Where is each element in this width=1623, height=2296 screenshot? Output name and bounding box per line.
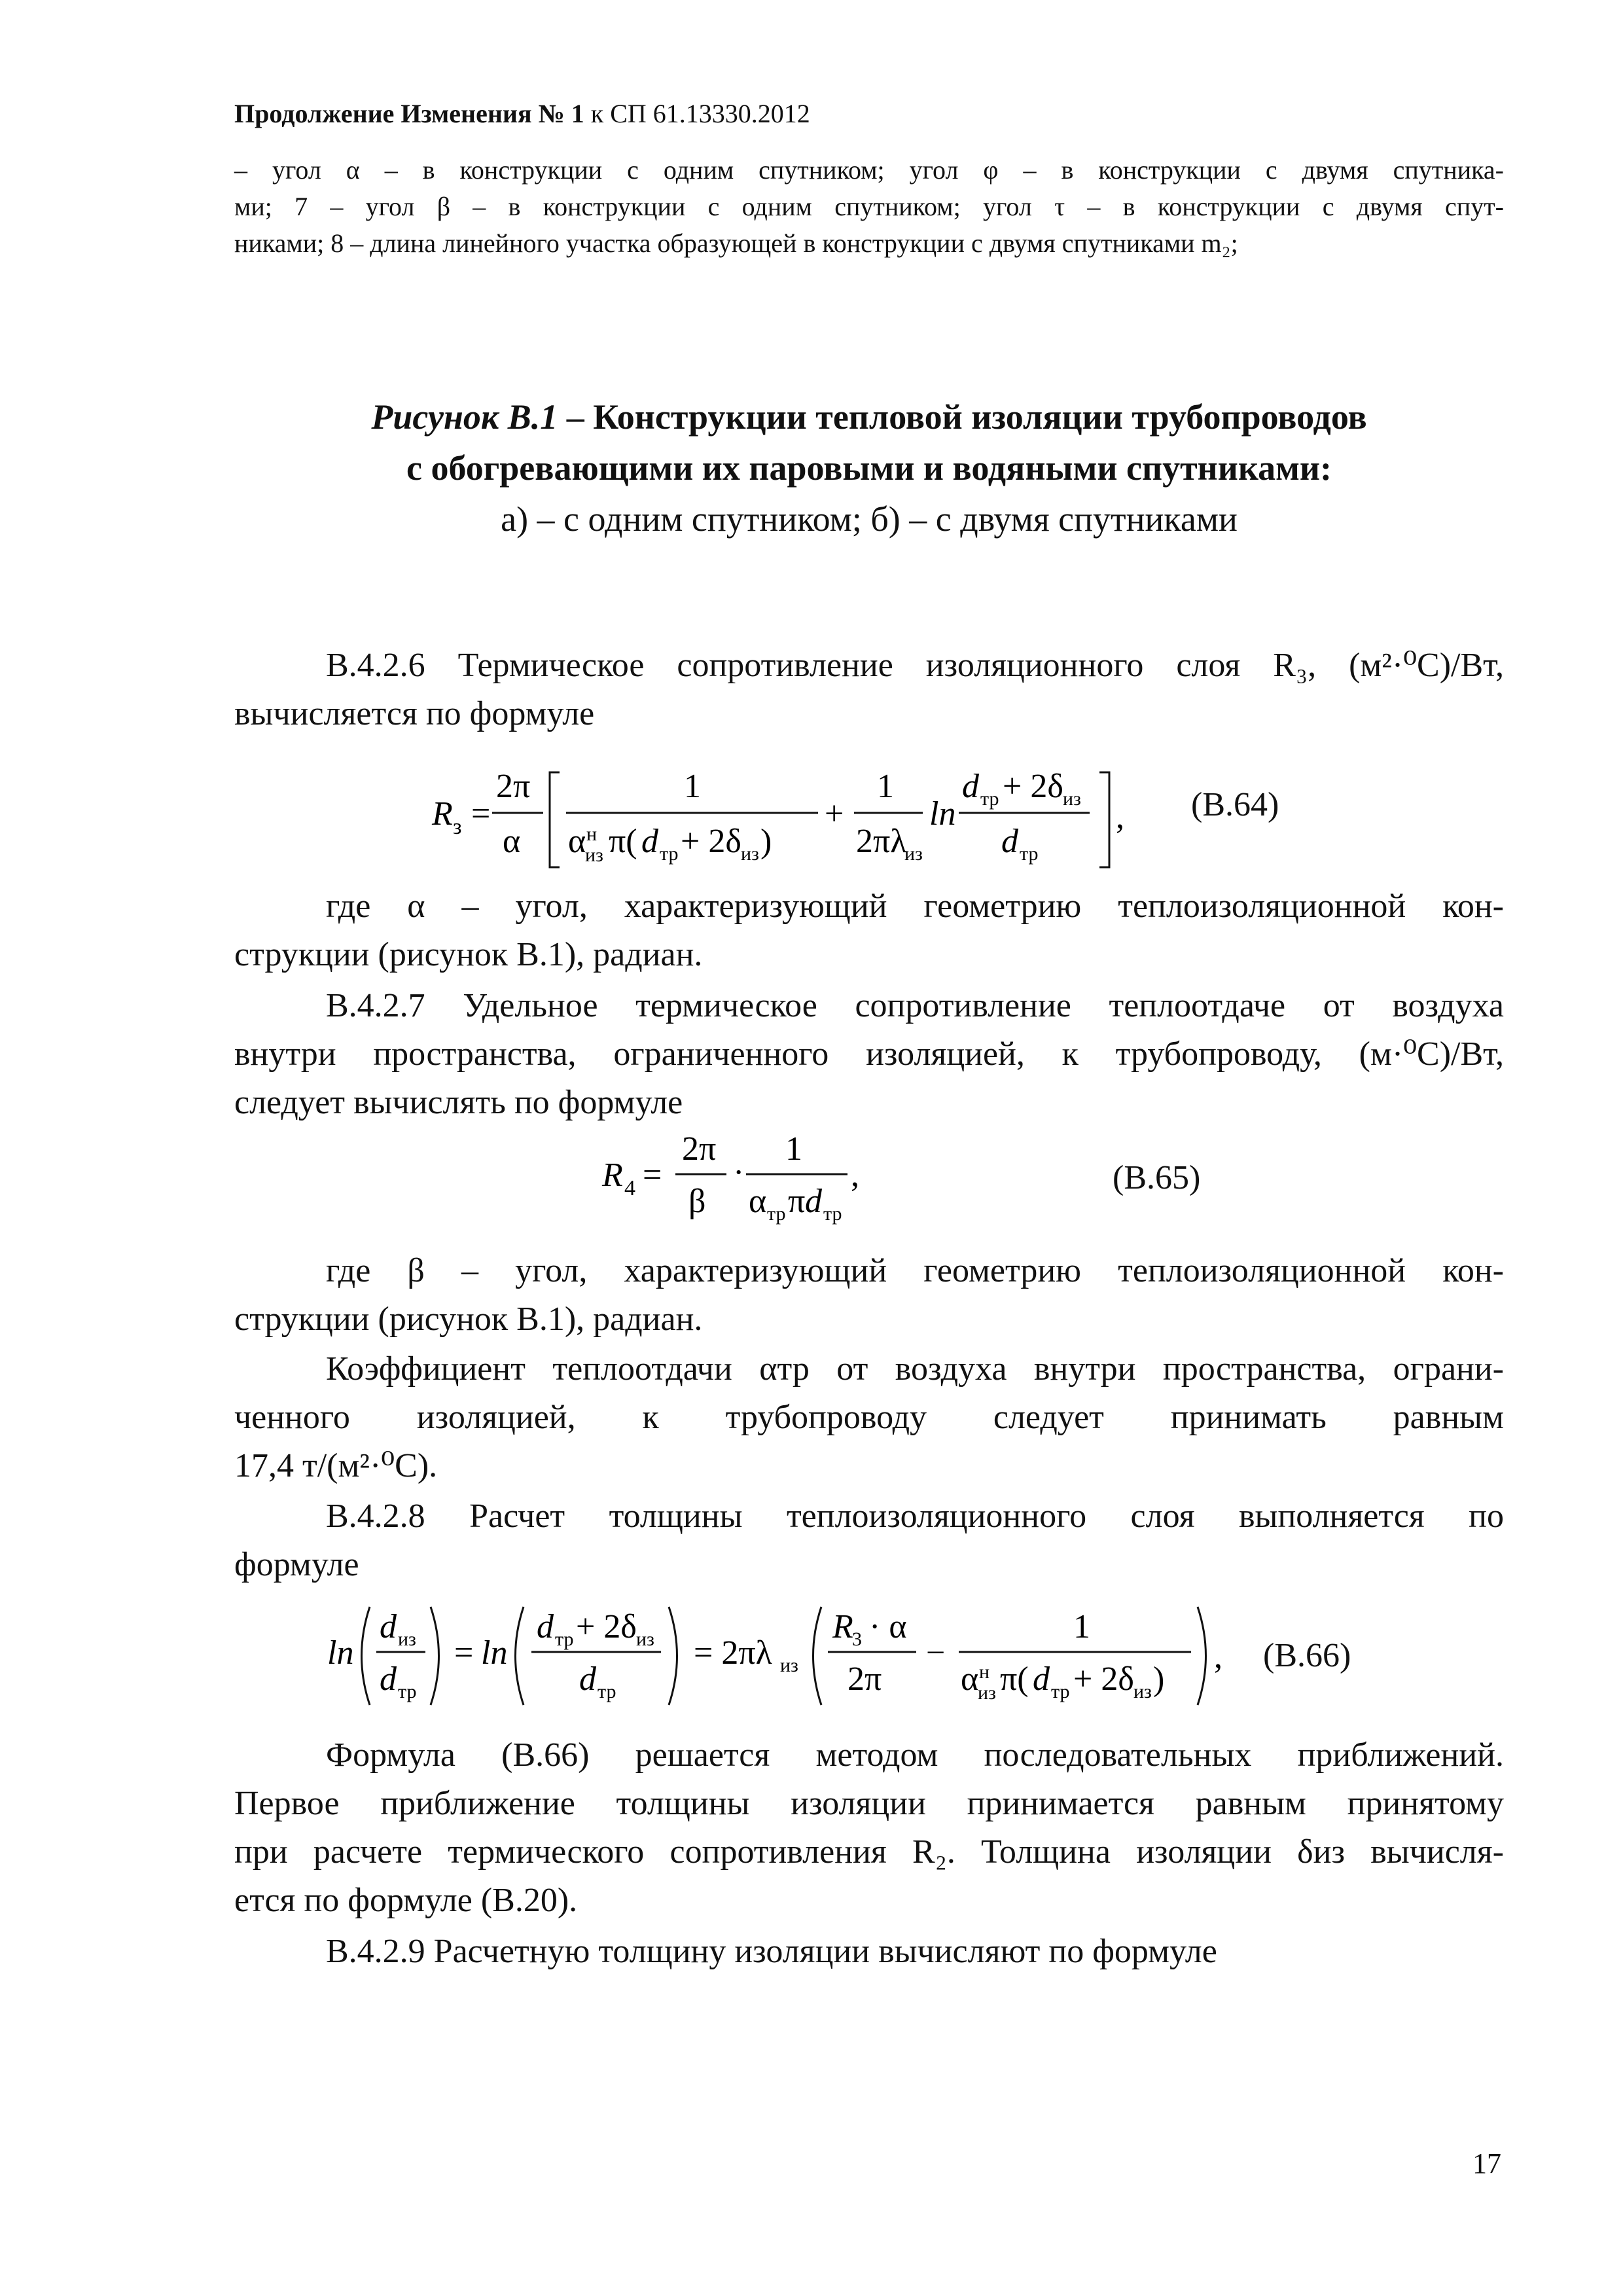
svg-text:из: из xyxy=(978,1682,996,1704)
coef-line-2: ченного изоляцией, к трубопроводу следует принимать равным xyxy=(234,1399,1504,1436)
svg-text:тр: тр xyxy=(398,1681,417,1702)
svg-text:тр: тр xyxy=(767,1203,786,1225)
paragraph-coefficient xyxy=(234,1345,1504,1490)
svg-text:+ 2δ: + 2δ xyxy=(681,823,741,860)
svg-text:π: π xyxy=(788,1183,806,1220)
svg-text:π(: π( xyxy=(1000,1660,1029,1698)
svg-text:1: 1 xyxy=(785,1130,802,1168)
where64-line-1: где α – угол, характеризующий геометрию теплоизоляционной кон- xyxy=(326,888,1504,925)
svg-text:π(: π( xyxy=(609,823,637,860)
after66-line-1: Формула (В.66) решается методом последовательных приближений. xyxy=(326,1736,1504,1774)
svg-text:1: 1 xyxy=(877,768,894,805)
svg-text:= 2πλ: = 2πλ xyxy=(694,1634,772,1672)
svg-text:из: из xyxy=(398,1628,416,1650)
p427-line-3: следует вычислять по формуле xyxy=(234,1084,683,1121)
svg-text:α: α xyxy=(503,823,521,860)
svg-text:тр: тр xyxy=(1051,1681,1070,1702)
svg-text:d: d xyxy=(1033,1660,1050,1698)
svg-text:d: d xyxy=(380,1608,397,1645)
svg-text:d: d xyxy=(380,1660,397,1698)
paragraph-after-b66 xyxy=(234,1731,1504,1925)
caption-figure-label: Рисунок В.1 xyxy=(371,397,558,437)
svg-text:2πλ: 2πλ xyxy=(856,823,907,860)
svg-text:4: 4 xyxy=(624,1176,635,1200)
svg-text:R: R xyxy=(602,1157,623,1194)
svg-text:3: 3 xyxy=(852,1628,862,1650)
svg-text:,: , xyxy=(1214,1638,1222,1676)
svg-text:тр: тр xyxy=(660,843,679,865)
svg-text:тр: тр xyxy=(980,788,999,810)
svg-text:из: из xyxy=(1063,788,1081,810)
caption-title-1: – Конструкции тепловой изоляции трубопроводов xyxy=(558,397,1367,437)
figure-legend xyxy=(234,152,1504,262)
svg-text:+ 2δ: + 2δ xyxy=(576,1608,637,1645)
svg-text:,: , xyxy=(1116,798,1124,836)
where-b65 xyxy=(234,1247,1504,1344)
caption-line-3: а) – с одним спутником; б) – с двумя спутниками xyxy=(501,499,1238,539)
svg-text:): ) xyxy=(1153,1660,1165,1698)
svg-text:R: R xyxy=(832,1608,853,1645)
where65-line-2: струкции (рисунок В.1), радиан. xyxy=(234,1300,703,1338)
page-number: 17 xyxy=(1472,2147,1501,2179)
p426-line-1: В.4.2.6 Термическое сопротивление изоляционного слоя R₃, (м²·⁰С)/Вт, xyxy=(326,647,1504,684)
eq-number-b66: (В.66) xyxy=(1263,1637,1351,1674)
eq-number-b65: (В.65) xyxy=(1113,1159,1201,1196)
svg-text:тр: тр xyxy=(1020,843,1039,865)
legend-line-2: ми; 7 – угол β – в конструкции с одним спутником; угол τ – в конструкции с двумя спут- xyxy=(234,192,1504,221)
svg-text:+: + xyxy=(825,795,844,833)
svg-text:α: α xyxy=(961,1660,979,1698)
svg-text:d: d xyxy=(962,768,979,805)
svg-text:из: из xyxy=(741,843,759,865)
svg-text:=: = xyxy=(454,1634,474,1672)
svg-text:н: н xyxy=(979,1661,990,1683)
figure-caption xyxy=(234,391,1504,545)
svg-text:тр: тр xyxy=(823,1203,842,1225)
svg-text:2π: 2π xyxy=(682,1130,717,1168)
svg-text:1: 1 xyxy=(1073,1608,1090,1645)
svg-text:из: из xyxy=(1133,1681,1152,1702)
header-rest: к СП 61.13330.2012 xyxy=(584,99,810,128)
svg-text:): ) xyxy=(760,823,772,860)
after66-line-2: Первое приближение толщины изоляции принимается равным принятому xyxy=(234,1785,1504,1822)
where64-line-2: струкции (рисунок В.1), радиан. xyxy=(234,936,703,973)
eq-number-b64: (В.64) xyxy=(1191,786,1279,823)
svg-text:=: = xyxy=(643,1157,662,1194)
where65-line-1: где β – угол, характеризующий геометрию теплоизоляционной кон- xyxy=(326,1252,1504,1289)
svg-text:β: β xyxy=(688,1183,706,1220)
svg-text:α: α xyxy=(749,1183,767,1220)
svg-text:d: d xyxy=(537,1608,554,1645)
p428-line-1: В.4.2.8 Расчет толщины теплоизоляционного слоя выполняется по xyxy=(326,1498,1504,1535)
svg-text:−: − xyxy=(926,1634,946,1672)
svg-text:d: d xyxy=(1001,823,1018,860)
svg-text:2π: 2π xyxy=(496,768,531,805)
svg-text:из: из xyxy=(585,844,603,866)
svg-text:d: d xyxy=(579,1660,596,1698)
after66-line-4: ется по формуле (В.20). xyxy=(234,1882,578,1919)
svg-text:+ 2δ: + 2δ xyxy=(1073,1660,1134,1698)
after66-line-3: при расчете термического сопротивления R₂. Толщина изоляции δиз вычисля- xyxy=(234,1833,1504,1871)
p427-line-2: внутри пространства, ограниченного изоляцией, к трубопроводу, (м·⁰С)/Вт, xyxy=(234,1035,1504,1073)
formula-b65 xyxy=(589,1126,929,1230)
formula-b64 xyxy=(419,753,1204,877)
svg-text:из: из xyxy=(780,1655,798,1676)
running-header xyxy=(234,98,810,129)
paragraph-b428 xyxy=(234,1492,1504,1589)
coef-line-3: 17,4 т/(м²·⁰С). xyxy=(234,1447,438,1484)
legend-line-1: – угол α – в конструкции с одним спутником; угол φ – в конструкции с двумя спутника- xyxy=(234,155,1504,185)
svg-text:=: = xyxy=(471,795,491,833)
caption-line-2: с обогревающими их паровыми и водяными спутниками: xyxy=(406,448,1332,488)
legend-line-3: никами; 8 – длина линейного участка образующей в конструкции с двумя спутниками m₂; xyxy=(234,228,1238,258)
paragraph-b429 xyxy=(234,1928,1504,1976)
paragraph-b427 xyxy=(234,982,1504,1127)
svg-text:·: · xyxy=(733,1154,745,1191)
where-b64 xyxy=(234,882,1504,979)
svg-text:ln: ln xyxy=(327,1634,354,1672)
paragraph-b426 xyxy=(234,641,1504,738)
formula-b66 xyxy=(314,1597,1263,1715)
svg-text:1: 1 xyxy=(684,768,701,805)
svg-text:ln: ln xyxy=(929,795,956,833)
svg-text:,: , xyxy=(851,1157,859,1194)
svg-text:α: α xyxy=(568,823,586,860)
svg-text:тр: тр xyxy=(597,1681,616,1702)
svg-text:тр: тр xyxy=(555,1628,574,1650)
svg-text:з: з xyxy=(453,815,462,839)
coef-line-1: Коэффициент теплоотдачи αтр от воздуха внутри пространства, ограни- xyxy=(326,1350,1504,1388)
p429-line-1: В.4.2.9 Расчетную толщину изоляции вычисляют по формуле xyxy=(326,1933,1217,1970)
p427-line-1: В.4.2.7 Удельное термическое сопротивление теплоотдаче от воздуха xyxy=(326,987,1504,1024)
caption-line-1 xyxy=(234,391,1504,442)
svg-text:ln: ln xyxy=(481,1634,508,1672)
p426-line-2: вычисляется по формуле xyxy=(234,695,595,732)
svg-text:d: d xyxy=(641,823,658,860)
header-bold: Продолжение Изменения № 1 xyxy=(234,99,584,128)
svg-text:н: н xyxy=(586,823,597,845)
svg-text:из: из xyxy=(636,1628,654,1650)
svg-text:R: R xyxy=(432,795,453,833)
svg-text:· α: · α xyxy=(869,1608,907,1645)
p428-line-2: формуле xyxy=(234,1546,359,1583)
svg-text:из: из xyxy=(904,843,923,865)
svg-text:2π: 2π xyxy=(847,1660,882,1698)
svg-text:d: d xyxy=(805,1183,822,1220)
svg-text:+ 2δ: + 2δ xyxy=(1003,768,1063,805)
